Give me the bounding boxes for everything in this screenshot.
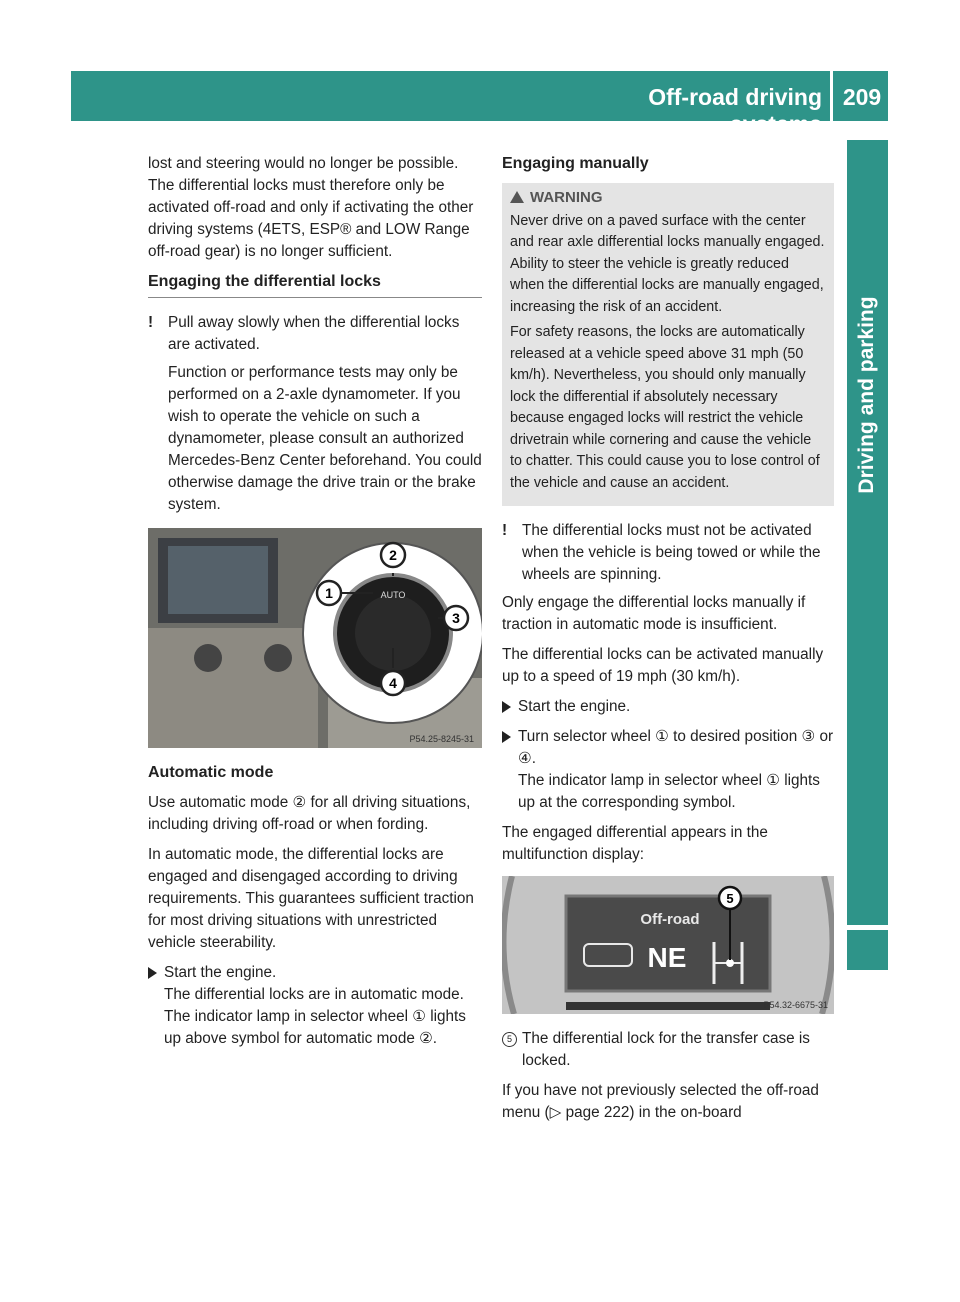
notice-mark: ! [502,522,508,539]
section-heading: Engaging the differential locks [148,271,482,298]
step-text: Start the engine. [518,698,631,715]
callout-2: 2 [389,547,397,563]
warning-text-2: For safety reasons, the locks are automatically released at a vehicle speed above 31 mph (50 km/h). Nevertheless, you should only manually lock the differential if absolutely necessary because engaged locks will restrict the vehicle drivetrain while cornering and cause the vehicle to chatter. This could cause you to lose control of the vehicle and cause an accident. [510,324,820,491]
page-header-title: Off-road driving systems [648,84,822,137]
selector-wheel-photo [148,528,482,748]
footnote [502,1028,834,1072]
warning-box [502,183,834,506]
warning-title-text: WARNING [530,189,603,206]
step-result: The differential locks are in automatic mode. The indicator lamp in selector wheel ① lights up above symbol for automatic mode ②. [164,986,466,1047]
callout-3: 3 [452,610,460,626]
side-tab-marker [847,930,888,970]
step-item [502,696,834,718]
auto-label: AUTO [380,590,406,600]
paragraph-4: If you have not previously selected the off-road menu (▷ page 222) in the on-board [502,1082,819,1121]
step-item [502,726,834,814]
right-column [502,153,834,1132]
step-item [148,962,482,1050]
header-divider [830,71,833,121]
paragraph-2: The differential locks can be activated manually up to a speed of 19 mph (30 km/h). [502,646,824,685]
notice-mark: ! [148,314,154,331]
paragraph-3: The engaged differential appears in the multifunction display: [502,824,768,863]
footnote-mark: 5 [502,1032,517,1047]
display-label: Off-road [640,911,700,928]
warning-triangle-icon [510,191,524,203]
step-arrow-icon [502,701,511,713]
step-text: Turn selector wheel ① to desired position ③ or ④. [518,728,834,767]
notice-text-2: Function or performance tests may only be performed on a 2-axle dynamometer. If you wish to operate the vehicle on such a dynamometer, please consult an authorized Mercedes-Benz Center beforehand. You could otherwise damage the drive train or the brake system. [168,364,482,513]
page-number: 209 [842,84,882,110]
photo-code: P54.25-8245-31 [409,734,474,744]
notice-text: The differential locks must not be activated when the vehicle is being towed or while the wheels are spinning. [522,522,821,583]
step-arrow-icon [148,967,157,979]
notice-text-1: Pull away slowly when the differential locks are activated. [168,314,460,353]
automatic-mode-heading: Automatic mode [148,764,274,781]
callout-4: 4 [389,675,397,691]
warning-title [510,187,826,209]
display-gear: NE [647,942,687,973]
automatic-mode-text-2: In automatic mode, the differential locks are engaged and disengaged according to driving requirements. This guarantees sufficient traction for most driving situations with unrestricted vehicle steerability. [148,846,474,951]
footnote-text: The differential lock for the transfer case is locked. [522,1030,810,1069]
display-callout: 5 [726,891,734,906]
warning-text-1: Never drive on a paved surface with the center and rear axle differential locks manually engaged. Ability to steer the vehicle is greatly reduced when the differential locks are manually engaged, increasing the risk of an accident. [510,212,825,315]
paragraph-1: Only engage the differential locks manually if traction in automatic mode is insufficient. [502,594,806,633]
side-tab [847,140,888,925]
intro-paragraph: lost and steering would no longer be possible. The differential locks must therefore only be activated off-road and only if activating the other driving systems (4ETS, ESP® and LOW Range off-road gear) is no longer sufficient. [148,155,474,260]
side-tab-label: Driving and parking [855,296,878,494]
automatic-mode-text-1: Use automatic mode ② for all driving situations, including driving off-road or when fording. [148,794,471,833]
display-code: P54.32-6675-31 [763,1000,828,1010]
step-text: Start the engine. [164,964,277,981]
notice-block [502,520,834,586]
step-result: The indicator lamp in selector wheel ① lights up at the corresponding symbol. [518,772,820,811]
engaging-manually-heading: Engaging manually [502,155,649,172]
callout-1: 1 [325,585,333,601]
notice-block [148,312,482,516]
left-column [148,153,482,1050]
multifunction-display-image [502,876,834,1014]
step-arrow-icon [502,731,511,743]
